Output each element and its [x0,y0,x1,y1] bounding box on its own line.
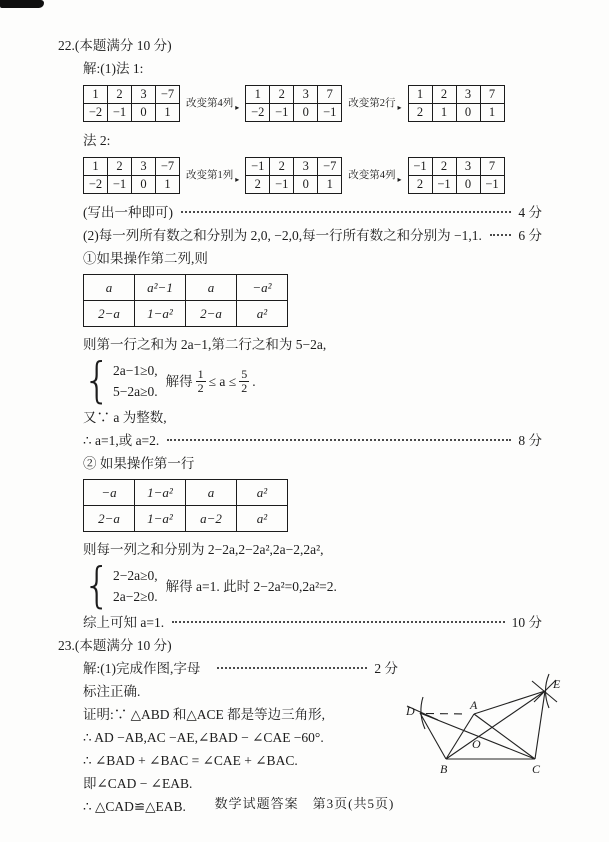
table-cell: 1 [246,86,270,104]
q23-heading: 23.(本题满分 10 分) [58,638,172,653]
table-cell: a [84,275,135,301]
q22-note-line [83,201,542,224]
q22-integer-line: 又∵ a 为整数, [83,410,167,425]
operation-label: 改变第4列 [348,170,396,181]
system-row: 5−2a≥0. [113,384,158,399]
system-row: 2a−1≥0, [113,363,158,378]
table-cell: 2 [246,176,270,194]
table-cell: −1 [480,176,504,194]
q23-proof-line: 即∠CAD − ∠EAB. [83,776,193,791]
fraction [196,368,206,395]
left-brace: { [83,352,111,409]
q23-proof-line: ∴ AD −AB,AC −AE,∠BAD − ∠CAE −60°. [83,730,324,745]
compass-arc-E [546,674,550,708]
inequality-mid: ≤ a ≤ [208,373,237,389]
table-cell: a [186,275,237,301]
algebra-table [83,479,288,532]
table-cell: 1−a² [135,301,186,327]
table-cell: −7 [156,86,180,104]
table-cell: 1 [318,176,342,194]
table-cell: 0 [294,104,318,122]
fraction-numerator: 5 [241,366,248,381]
score-6: 6 分 [518,228,542,243]
table-cell: 3 [456,86,480,104]
table-cell: 0 [132,104,156,122]
point-label-A: A [470,698,478,712]
table-cell: −1 [108,104,132,122]
table-cell: 2−a [84,506,135,532]
table-cell: −2 [84,176,108,194]
q22-case1-system [83,352,542,409]
table-cell: 3 [294,158,318,176]
right-arrow-icon: ▸ [397,103,402,112]
number-table [83,85,180,122]
dotted-leader [167,439,511,441]
result-text: 综上可知 a=1. [83,615,165,630]
number-table [408,85,505,122]
table-cell: 2 [432,158,456,176]
number-table [245,85,342,122]
system-row: 2−2a≥0, [113,568,158,583]
q23-proof-line: 证明:∵ △ABD 和△ACE 都是等边三角形, [83,707,326,722]
table-cell: 1 [156,176,180,194]
number-table [408,157,505,194]
point-label-C: C [532,762,541,776]
table-cell: 7 [318,86,342,104]
dotted-leader [181,211,511,213]
dotted-leader [172,621,505,623]
fraction-numerator: 1 [197,366,204,381]
right-arrow-icon: ▸ [235,175,240,184]
table-cell: 2 [108,158,132,176]
segment-BE [446,691,545,759]
geometry-figure [398,671,608,799]
table-cell: 1 [432,104,456,122]
dotted-leader [490,234,512,236]
table-cell: a−2 [186,506,237,532]
point-label-D: D [406,704,415,718]
fraction-denominator: 2 [197,380,204,395]
note-text: (写出一种即可) [83,205,173,220]
table-cell: 1 [84,86,108,104]
segment-DB [420,713,446,759]
q22-case2-sums: 则每一列之和分别为 2−2a,2−2a²,2a−2,2a², [83,542,324,557]
fraction [239,368,249,395]
score-10: 10 分 [511,615,542,630]
table-cell: 3 [132,158,156,176]
table-cell: 2−a [186,301,237,327]
q22-case2-system [83,557,542,614]
q22-method2-tables [83,157,542,194]
score-8: 8 分 [518,433,542,448]
table-cell: 2−a [84,301,135,327]
q22-case1-sums: 则第一行之和为 2a−1,第二行之和为 5−2a, [83,337,327,352]
table-cell: −7 [318,158,342,176]
table-cell: −2 [84,104,108,122]
segment-AC [474,714,535,759]
table-cell: 3 [132,86,156,104]
q22-heading: 22.(本题满分 10 分) [58,38,172,53]
table-cell: 1 [156,104,180,122]
table-cell: 0 [456,104,480,122]
q22-result10-line [83,611,542,634]
point-label-B: B [440,762,448,776]
operation-label: 改变第2行 [348,98,396,109]
table-cell: −1 [408,158,432,176]
operation-label: 改变第1列 [186,170,234,181]
q22-part2-line [83,224,542,247]
point-label-E: E [553,677,561,691]
score-4: 4 分 [518,205,542,220]
table-cell: 7 [480,86,504,104]
table-cell: 1−a² [135,506,186,532]
scan-artifact [0,0,44,8]
q22-method2-label: 法 2: [83,133,111,148]
table-cell: −a [84,480,135,506]
page-footer: 数学试题答案 第3页(共5页) [214,796,395,811]
table-cell: −1 [318,104,342,122]
operation-label: 改变第4列 [186,98,234,109]
table-cell: 3 [456,158,480,176]
q23-line1 [83,657,398,703]
system-row: 2a−2≥0. [113,589,158,604]
table-cell: a [186,480,237,506]
part2-text: (2)每一列所有数之和分别为 2,0, −2,0,每一行所有数之和分别为 −1,1. [83,228,482,243]
table-cell: 2 [108,86,132,104]
operation-label-wrap [348,92,401,115]
table-cell: −1 [108,176,132,194]
geometry-figure-svg [398,671,608,799]
construction-text: 解:(1)完成作图,字母标注正确. [83,661,201,699]
table-cell: 1−a² [135,480,186,506]
left-brace: { [83,557,111,614]
table-cell: −1 [246,158,270,176]
operation-label-wrap [348,164,401,187]
table-cell: 2 [408,176,432,194]
page-content [58,34,561,818]
table-cell: −1 [270,104,294,122]
table-cell: −7 [156,158,180,176]
table-cell: 1 [408,86,432,104]
operation-label-wrap [186,92,239,115]
solve-text: 解得 a=1. 此时 2−2a²=0,2a²=2. [165,578,337,594]
table-cell: −1 [270,176,294,194]
segment-DA-dashed [426,714,468,715]
table-cell: −a² [237,275,288,301]
number-table [83,157,180,194]
table-cell: 2 [432,86,456,104]
algebra-table [83,274,288,327]
system-solution [166,575,337,598]
segment-AB [446,714,474,759]
table-cell: a² [237,506,288,532]
dotted-leader [217,667,367,669]
q23-proof-line: ∴ △CAD≌△EAB. [83,799,186,814]
table-cell: 7 [480,158,504,176]
table-cell: −1 [432,176,456,194]
q22-solution-label: 解:(1)法 1: [83,61,144,76]
table-cell: a² [237,301,288,327]
right-arrow-icon: ▸ [397,175,402,184]
table-cell: a²−1 [135,275,186,301]
number-table [245,157,342,194]
point-label-O: O [472,737,481,751]
table-cell: 1 [480,104,504,122]
system-rows [113,360,158,402]
table-cell: 0 [132,176,156,194]
system-rows [113,565,158,607]
table-cell: 2 [270,158,294,176]
fraction-denominator: 2 [241,380,248,395]
q22-result8-line [83,429,542,452]
table-cell: 1 [84,158,108,176]
operation-label-wrap [186,164,239,187]
q22-method1-tables [83,85,542,122]
result-text: ∴ a=1,或 a=2. [83,433,160,448]
right-arrow-icon: ▸ [235,103,240,112]
score-2: 2 分 [374,661,398,676]
table-cell: 2 [270,86,294,104]
q22-case1-label: ①如果操作第二列,则 [83,251,208,266]
table-cell: 0 [456,176,480,194]
table-cell: −2 [246,104,270,122]
table-cell: 3 [294,86,318,104]
q23-proof-line: ∴ ∠BAD + ∠BAC = ∠CAE + ∠BAC. [83,753,298,768]
segment-AE [474,691,545,714]
solve-prefix: 解得 [165,373,193,389]
segment-CE [535,691,545,759]
sentence-period: . [252,373,256,389]
system-solution [166,368,256,395]
table-cell: a² [237,480,288,506]
table-cell: 2 [408,104,432,122]
table-cell: 0 [294,176,318,194]
q22-case2-label: ② 如果操作第一行 [83,456,195,471]
